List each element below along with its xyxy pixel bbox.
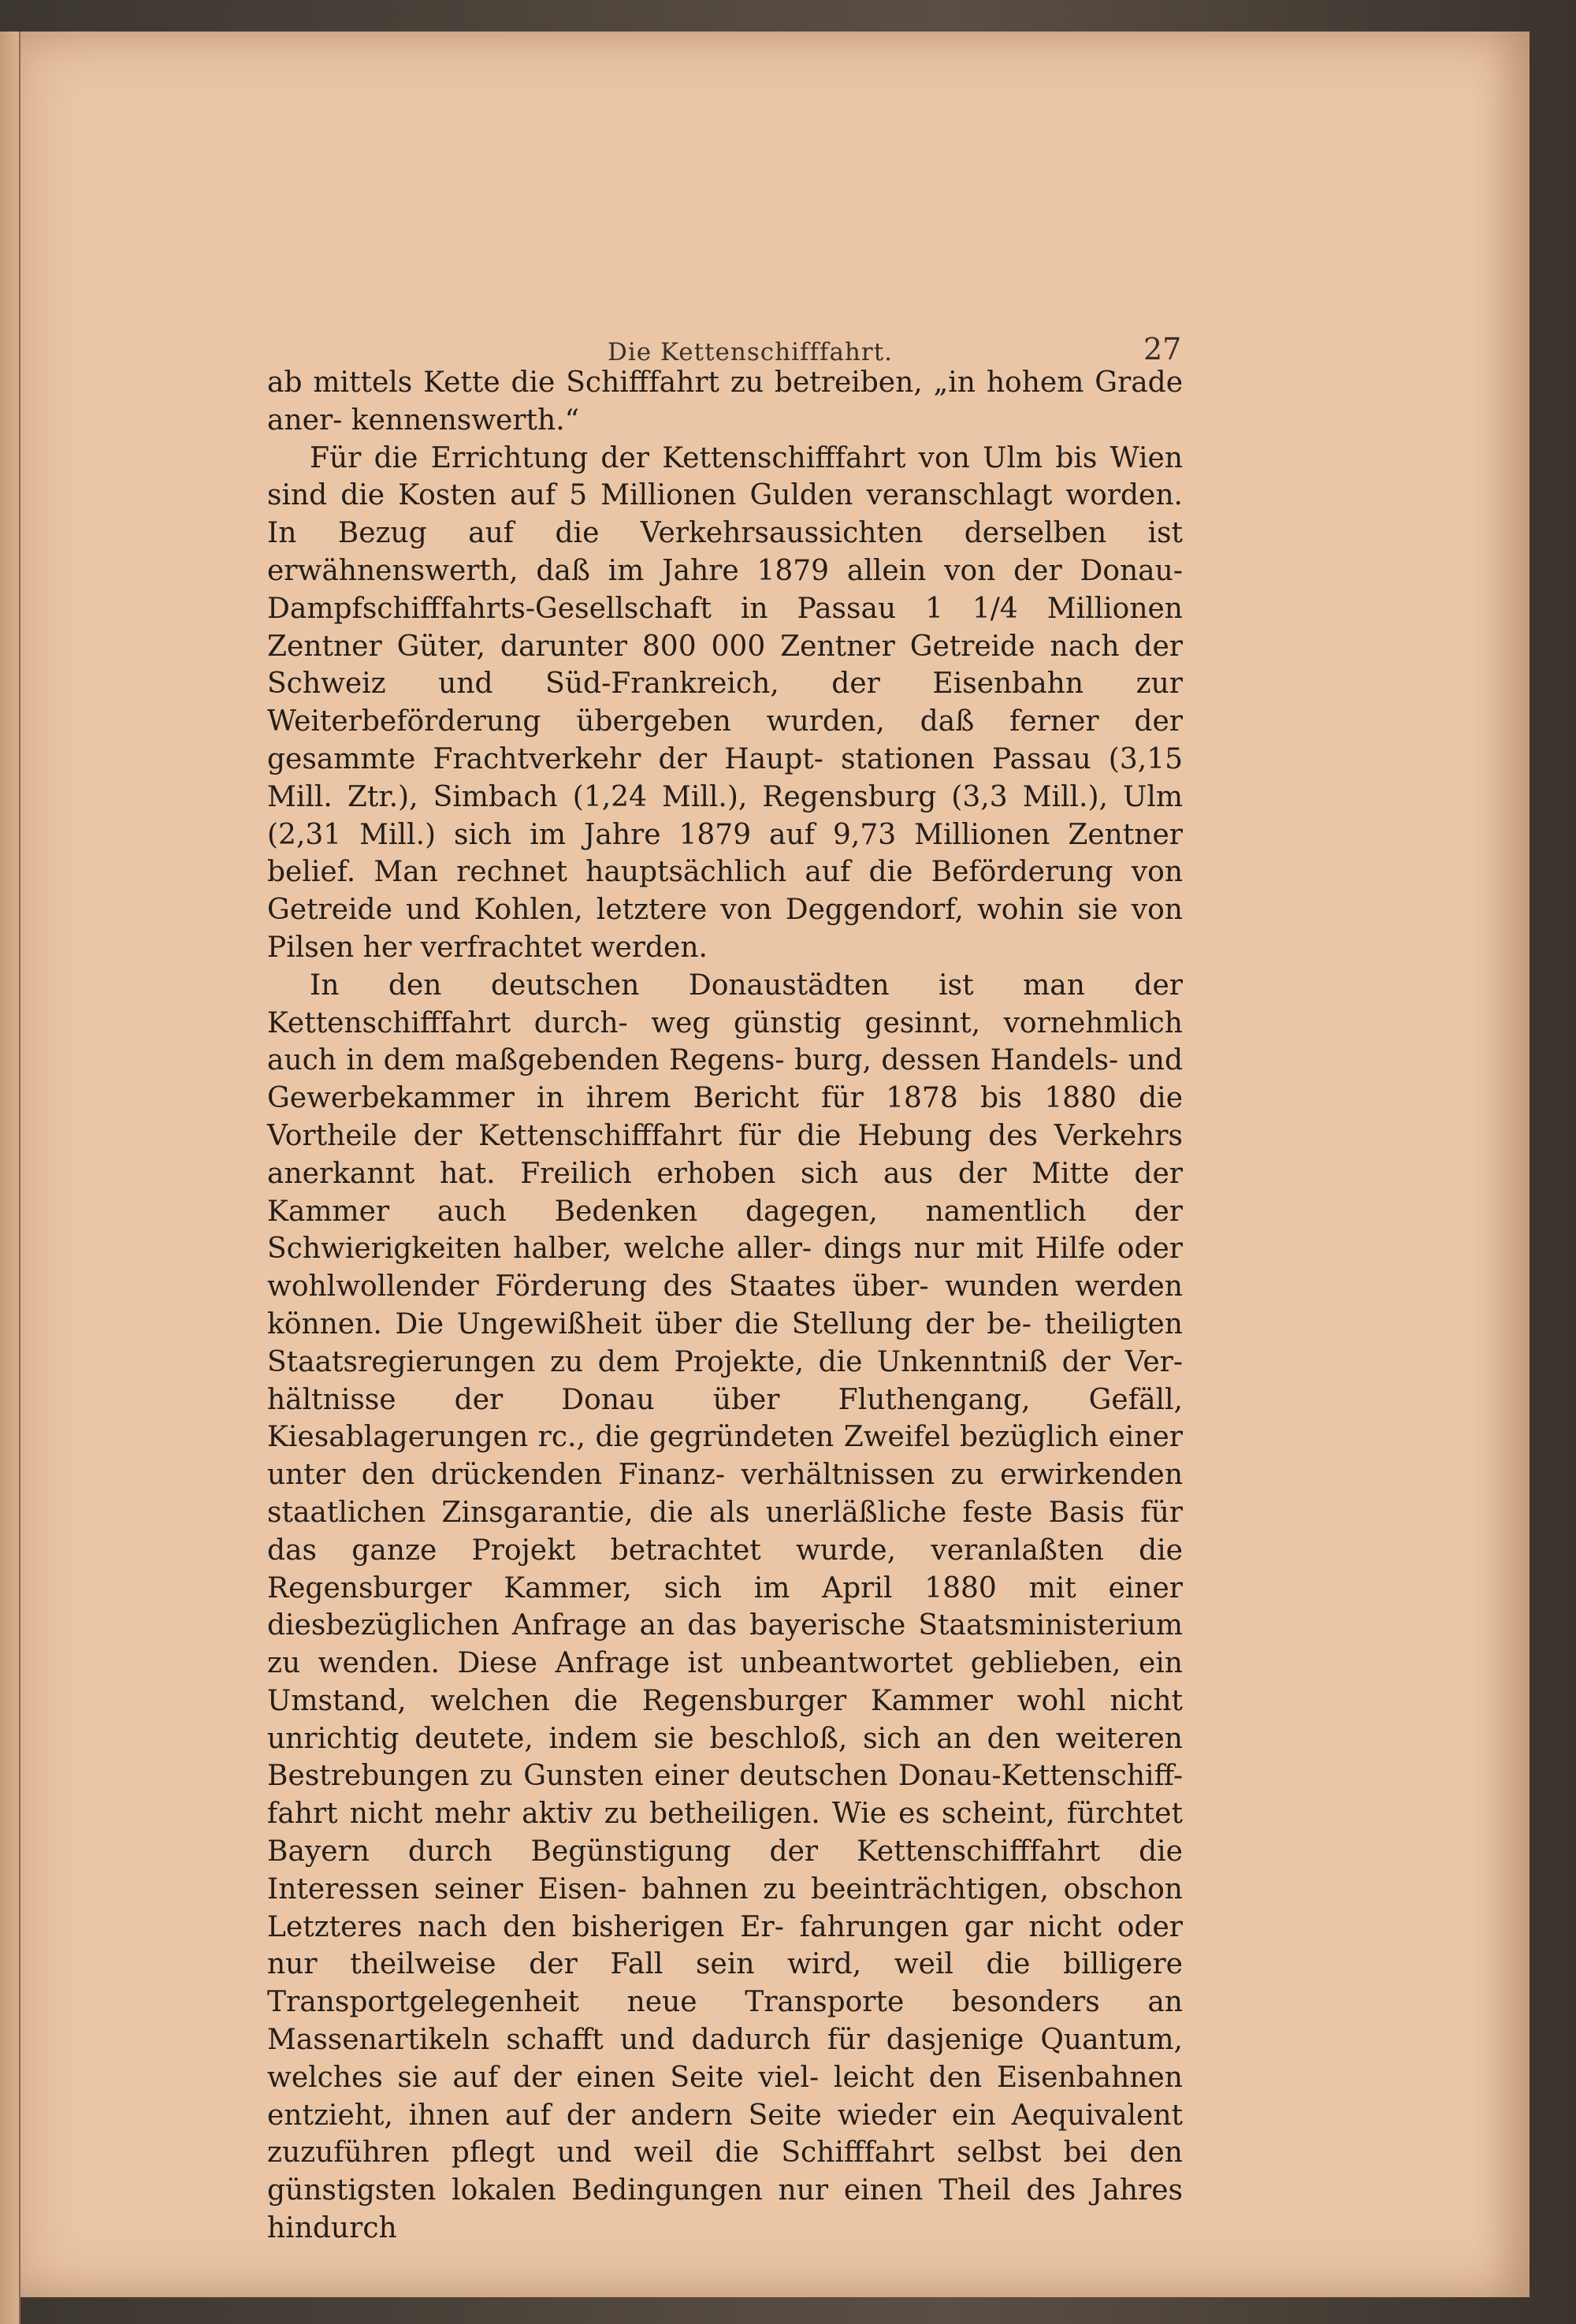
running-title: Die Kettenschifffahrt. (608, 338, 894, 366)
body-text (267, 364, 1183, 2248)
paragraph-continuation: ab mittels Kette die Schifffahrt zu betreiben, „in hohem Grade aner- kennenswerth.“ (267, 366, 1183, 437)
paragraph: In den deutschen Donaustädten ist man der Kettenschifffahrt durch- weg günstig gesinnt, vornehmlich auch in dem maßgebenden Regens- burg, dessen Handels- und Gewerbekammer in ihrem Bericht für 1878 bis 1880 die Vortheile der Kettenschifffahrt für die Hebung des Verkehrs anerkannt hat. Freilich erhoben sich aus der Mitte der Kammer auch Bedenken dagegen, namentlich der Schwierigkeiten halber, welche aller- dings nur mit Hilfe oder wohlwollender Förderung des Staates über- wunden werden können. Die Ungewißheit über die Stellung der be- theiligten Staatsregierungen zu dem Projekte, die Unkenntniß der Ver- hältnisse der Donau über Fluthengang, Gefäll, Kiesablagerungen rc., die gegründeten Zweifel bezüglich einer unter den drückenden Finanz- verhältnissen zu erwirkenden staatlichen Zinsgarantie, die als unerläßliche feste Basis für das ganze Projekt betrachtet wurde, veranlaßten die Regensburger Kammer, sich im April 1880 mit einer diesbezüglichen Anfrage an das bayerische Staatsministerium zu wenden. Diese Anfrage ist unbeantwortet geblieben, ein Umstand, welchen die Regensburger Kammer wohl nicht unrichtig deutete, indem sie beschloß, sich an den weiteren Bestrebungen zu Gunsten einer deutschen Donau-Kettenschiff- fahrt nicht mehr aktiv zu betheiligen. Wie es scheint, fürchtet Bayern durch Begünstigung der Kettenschifffahrt die Interessen seiner Eisen- bahnen zu beeinträchtigen, obschon Letzteres nach den bisherigen Er- fahrungen gar nicht oder nur theilweise der Fall sein wird, weil die billigere Transportgelegenheit neue Transporte besonders an Massenartikeln schafft und dadurch für dasjenige Quantum, welches sie auf der einen Seite viel- leicht den Eisenbahnen entzieht, ihnen auf der andern Seite wieder ein Aequivalent zuzuführen pflegt und weil die Schifffahrt selbst bei den günstigsten lokalen Bedingungen nur einen Theil des Jahres hindurch (267, 969, 1183, 2245)
previous-page-edge (0, 32, 20, 2324)
page-number: 27 (1143, 332, 1182, 366)
paragraph: Für die Errichtung der Kettenschifffahrt von Ulm bis Wien sind die Kosten auf 5 Millionen Gulden veranschlagt worden. In Bezug auf die Verkehrsaussichten derselben ist erwähnenswerth, daß im Jahre 1879 allein von der Donau-Dampfschifffahrts-Gesellschaft in Passau 1 1/4 Millionen Zentner Güter, darunter 800 000 Zentner Getreide nach der Schweiz und Süd-Frankreich, der Eisenbahn zur Weiterbeförderung übergeben wurden, daß ferner der gesammte Frachtverkehr der Haupt- stationen Passau (3,15 Mill. Ztr.), Simbach (1,24 Mill.), Regensburg (3,3 Mill.), Ulm (2,31 Mill.) sich im Jahre 1879 auf 9,73 Millionen Zentner belief. Man rechnet hauptsächlich auf die Beförderung von Getreide und Kohlen, letztere von Deggendorf, wohin sie von Pilsen her verfrachtet werden. (267, 441, 1183, 964)
